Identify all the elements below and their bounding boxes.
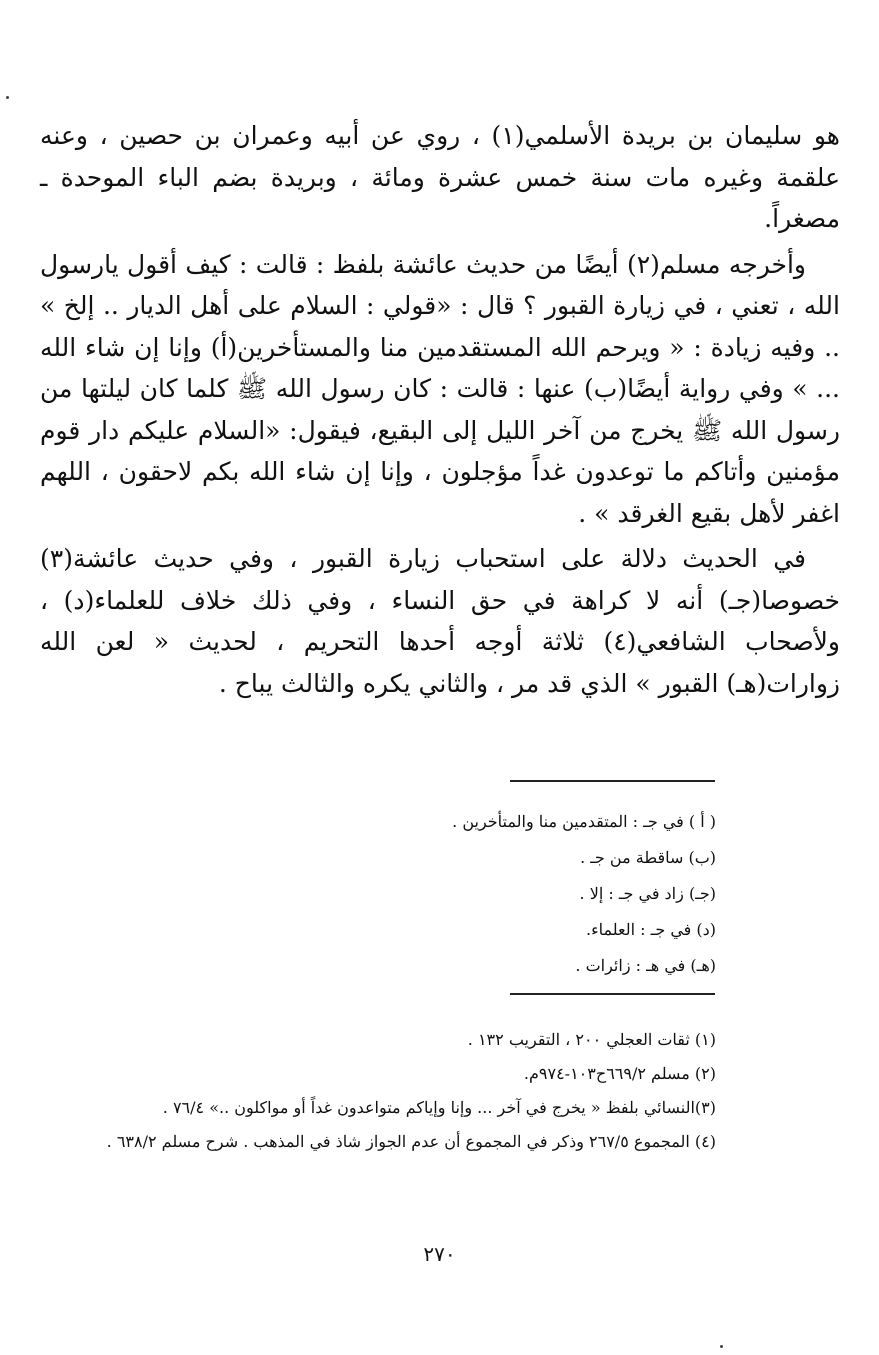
source-note: (٤) المجموع ٢٦٧/٥ وذكر في المجموع أن عدم الجواز شاذ في المذهب . شرح مسلم ٦٣٨/٢ .	[106, 1132, 716, 1151]
source-note: (٣)النسائي بلفظ « يخرج في آخر ... وإنا وإياكم متواعدون غداً أو مواكلون ..» ٧٦/٤ .	[162, 1098, 716, 1117]
source-note: (١) ثقات العجلي ٢٠٠ ، التقريب ١٣٢ .	[467, 1030, 716, 1049]
source-note: (٢) مسلم ٦٦٩/٢ح١٠٣-٩٧٤م.	[523, 1064, 716, 1083]
scan-speck	[720, 1345, 723, 1348]
paragraph-ruling: في الحديث دلالة على استحباب زيارة القبور ، وفي حديث عائشة(٣) خصوصا(جـ) أنه لا كراهة في حق النساء ، وفي ذلك خلاف للعلماء(د) ، ولأصحاب الشافعي(٤) ثلاثة أوجه أحدها التحريم ، لحديث « لعن الله زوارات(هـ) القبور » الذي قد مر ، والثاني يكره والثالث يباح .	[40, 544, 840, 698]
variant-note: (ب) ساقطة من جـ .	[580, 848, 716, 867]
scan-speck	[6, 96, 9, 99]
variant-note: (د) في جـ : العلماء.	[586, 920, 716, 939]
footnote-separator	[510, 780, 715, 782]
variant-note: (هـ) في هـ : زائرات .	[575, 956, 716, 975]
paragraph-narrator: هو سليمان بن بريدة الأسلمي(١) ، روي عن أبيه وعمران بن حصين ، وعنه علقمة وغيره مات سنة خمس عشرة ومائة ، وبريدة بضم الباء الموحدة ـ مصغراً.	[40, 121, 840, 233]
page-number: ٢٧٠	[423, 1242, 456, 1266]
main-text	[40, 115, 840, 708]
variant-note: (جـ) زاد في جـ : إلا .	[579, 884, 716, 903]
footnote-separator	[510, 993, 715, 995]
variant-notes	[216, 804, 716, 984]
source-notes	[36, 1023, 716, 1159]
variant-note: ( أ ) في جـ : المتقدمين منا والمتأخرين .	[452, 812, 716, 831]
paragraph-hadith: وأخرجه مسلم(٢) أيضًا من حديث عائشة بلفظ : قالت : كيف أقول يارسول الله ، تعني ، في زيارة القبور ؟ قال : «قولي : السلام على أهل الديار .. إلخ » .. وفيه زيادة : « ويرحم الله المستقدمين منا والمستأخرين(أ) وإنا إن شاء الله ... » وفي رواية أيضًا(ب) عنها : قالت : كان رسول الله ﷺ كلما كان ليلتها من رسول الله ﷺ يخرج من آخر الليل إلى البقيع، فيقول: «السلام عليكم دار قوم مؤمنين وأتاكم ما توعدون غداً مؤجلون ، وإنا إن شاء الله بكم لاحقون ، اللهم اغفر لأهل بقيع الغرقد » .	[40, 249, 840, 528]
